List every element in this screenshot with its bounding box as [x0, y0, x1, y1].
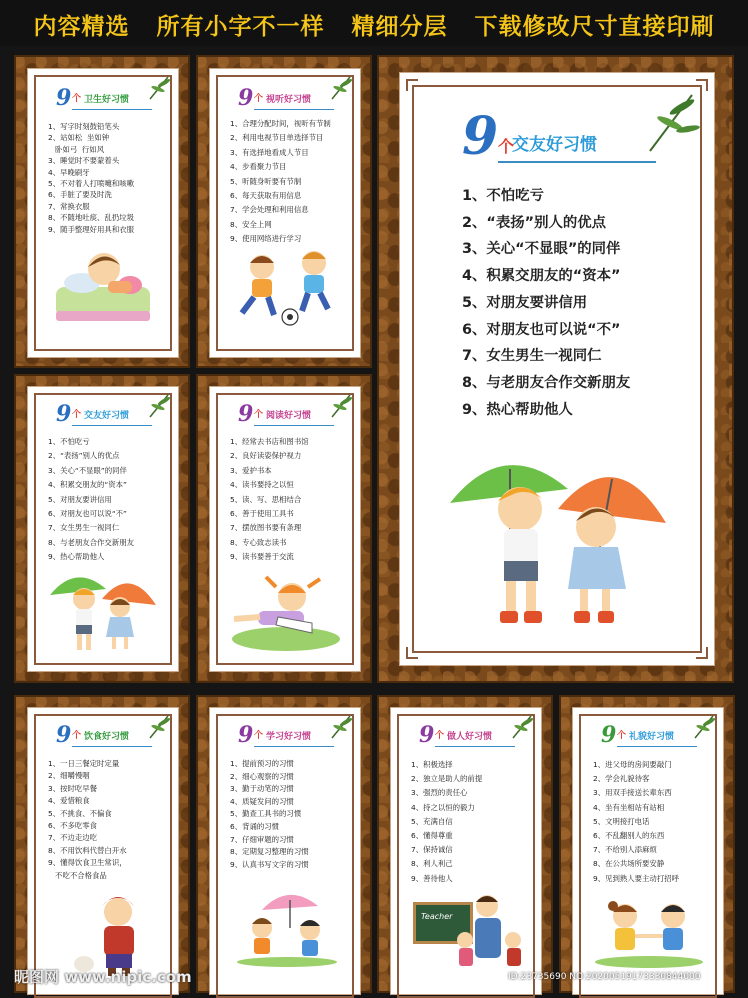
bamboo-decoration: [328, 712, 356, 740]
frame-corner: [406, 79, 418, 91]
nine-numeral: 9: [601, 722, 617, 748]
habit-item: 1、一日三餐定时定量: [48, 759, 120, 768]
habit-item: 6、背诵的习惯: [230, 821, 280, 831]
bamboo-decoration: [146, 712, 174, 740]
bamboo-decoration: [146, 73, 174, 101]
habit-item: 2、“表扬”别人的优点: [48, 451, 120, 461]
habit-item: 5、不挑食、不偏食: [48, 808, 112, 818]
panel-jiaoyou-large: [399, 72, 715, 666]
habit-item: 2、“表扬”别人的优点: [462, 214, 607, 231]
panel-shiting: [209, 68, 361, 358]
bamboo-decoration: [691, 712, 719, 740]
ge-character: 个: [254, 731, 264, 741]
habit-item: 4、读书要持之以恒: [230, 480, 294, 490]
habit-item: 3、爱护书本: [230, 465, 272, 475]
nine-numeral: 9: [462, 106, 499, 167]
habit-item: 3、勤于动笔的习惯: [230, 784, 294, 794]
habit-item: 5、不对着人打喷嚏和咳嗽: [48, 179, 135, 189]
habit-item: 4、积累交朋友的“资本”: [48, 480, 127, 490]
habit-item: 6、对朋友也可以说“不”: [462, 321, 621, 338]
habit-list: [230, 435, 309, 565]
chalkboard-text: Teacher: [421, 912, 453, 921]
habit-item: 8、定期复习整理的习惯: [230, 847, 309, 857]
habit-item: 3、睡觉时不要蒙着头: [48, 156, 120, 166]
habit-item: 6、手脏了要及时洗: [48, 190, 112, 200]
ge-character: 个: [254, 410, 264, 420]
title-underline: [254, 746, 334, 747]
habit-item: 9、热心帮助他人: [48, 552, 105, 562]
habit-list: [593, 758, 679, 886]
title-underline: [435, 746, 515, 747]
habit-item: 3、关心“不显眼”的同伴: [48, 465, 127, 475]
umbrella-play-illustration: [232, 888, 342, 968]
habit-list: [48, 758, 127, 882]
habit-item: 5、充满自信: [411, 816, 453, 826]
habit-item: 4、爱惜粮食: [48, 796, 90, 806]
ge-character: 个: [72, 94, 82, 104]
habit-item: 3、按时吃早餐: [48, 783, 98, 793]
reading-girl-illustration: [228, 573, 343, 653]
panel-title: 交友好习惯: [512, 135, 597, 155]
habit-item: 4、早晚刷牙: [48, 167, 90, 177]
habit-item: 8、与老朋友合作交新朋友: [48, 537, 135, 547]
habit-item: 3、用双手接送长辈东西: [593, 788, 672, 798]
habit-item: 7、常换衣服: [48, 201, 90, 211]
habit-item: 2、学会礼貌待客: [593, 774, 650, 784]
watermark-id: ID:23735690 NO:20200519173330844000: [508, 972, 701, 982]
habit-item: 1、提前预习的习惯: [230, 759, 294, 768]
title-underline: [72, 425, 152, 426]
habit-item: 5、听随身听要有节制: [230, 176, 302, 186]
habit-item: 7、摆放图书要有条理: [230, 523, 302, 533]
habit-list: [462, 183, 630, 423]
habit-item: 4、积累交朋友的“资本”: [462, 268, 621, 285]
umbrella-kids-illustration: [48, 565, 158, 657]
habit-item: 4、持之以恒的毅力: [411, 802, 475, 812]
title-underline: [254, 425, 334, 426]
nine-numeral: 9: [238, 722, 254, 748]
habit-item: 1、写字时刻鼓铅笔头: [48, 122, 120, 131]
habit-item: 9、懂得饮食卫生常识，: [48, 858, 127, 868]
nine-numeral: 9: [238, 85, 254, 111]
habit-item: 1、不怕吃亏: [48, 437, 90, 446]
panel-title: 卫生好习惯: [84, 95, 130, 105]
habit-item: 2、独立是助人的前提: [411, 774, 483, 784]
habit-item: 5、勤查工具书的习惯: [230, 809, 302, 819]
habit-item: 9、见到熟人要主动打招呼: [593, 873, 680, 883]
habit-item: 8、利人利己: [411, 859, 453, 869]
habit-item: 6、不乱翻别人的东西: [593, 831, 665, 841]
habit-item: 1、进父母的房间要敲门: [593, 760, 672, 769]
habit-item: 1、不怕吃亏: [462, 188, 544, 204]
nine-numeral: 9: [56, 722, 72, 748]
habit-item: 6、善于使用工具书: [230, 509, 294, 519]
habit-item: 2、良好读姿保护视力: [230, 451, 302, 461]
habit-item: 7、女生男生一视同仁: [462, 348, 602, 365]
panel-title: 做人好习惯: [447, 732, 493, 742]
habit-item: 8、与老朋友合作交新朋友: [462, 374, 631, 391]
habit-item: 5、文明接打电话: [593, 816, 650, 826]
habit-item: 7、仔细审题的习惯: [230, 834, 294, 844]
habit-item: 7、不边走边吃: [48, 833, 98, 843]
habit-item: 4、步看聚力节目: [230, 162, 287, 172]
umbrella-kids-illustration: [446, 439, 676, 629]
habit-list: [411, 758, 482, 886]
habit-item: 2、细嚼慢咽: [48, 771, 90, 781]
habit-item: 1、积极选择: [411, 760, 453, 769]
habit-item: 2、利用电视节目单选择节目: [230, 133, 324, 143]
sleeping-child-illustration: [48, 239, 158, 329]
nine-numeral: 9: [56, 85, 72, 111]
nine-numeral: 9: [419, 722, 435, 748]
habit-list: [230, 117, 331, 247]
habit-item: 9、善待他人: [411, 873, 453, 883]
habit-item: 5、读、写、思相结合: [230, 494, 302, 504]
habit-item: 3、有选择地看成人节目: [230, 147, 309, 157]
habit-list: [48, 121, 134, 235]
ge-character: 个: [72, 410, 82, 420]
title-underline: [72, 746, 152, 747]
habit-item: 8、不用饮料代替白开水: [48, 845, 127, 855]
habit-item: 7、保持诚信: [411, 845, 453, 855]
habit-item: 卧如弓 行如风: [48, 144, 105, 154]
eating-child-illustration: [68, 888, 158, 978]
habit-item: 7、学会处理和利用信息: [230, 205, 309, 215]
bamboo-decoration: [509, 712, 537, 740]
teacher-family-illustration: [451, 888, 531, 978]
habit-list: [48, 435, 134, 565]
panel-title: 交友好习惯: [84, 411, 130, 421]
frame-corner: [406, 647, 418, 659]
habit-item: 1、合理分配时间，视听有节制: [230, 119, 331, 128]
habit-item: 5、对朋友要讲信用: [462, 294, 588, 311]
habit-item: 3、关心“不显眼”的同伴: [462, 241, 621, 258]
ge-character: 个: [254, 94, 264, 104]
habit-item: 6、每天获取有用信息: [230, 191, 302, 201]
habit-list: [230, 758, 309, 871]
nine-numeral: 9: [56, 401, 72, 427]
headline-text: 内容精选 所有小字不一样 精细分层 下载修改尺寸直接印刷: [33, 14, 715, 40]
habit-item: 8、在公共场所要安静: [593, 859, 665, 869]
title-underline: [617, 746, 697, 747]
title-underline: [254, 109, 334, 110]
ge-character: 个: [72, 731, 82, 741]
habit-item: 9、使用网络进行学习: [230, 234, 302, 244]
ge-character: 个: [435, 731, 445, 741]
habit-item: 6、对朋友也可以说“不”: [48, 509, 127, 519]
habit-item: 3、强烈的责任心: [411, 788, 468, 798]
bamboo-decoration: [328, 391, 356, 419]
nine-numeral: 9: [238, 401, 254, 427]
habit-item: 9、认真书写文字的习惯: [230, 859, 309, 869]
panel-title: 礼貌好习惯: [629, 732, 675, 742]
title-underline: [498, 161, 656, 163]
panel-jiaoyou-small: [27, 386, 179, 672]
watermark-site: 昵图网 www.nipic.com: [14, 968, 192, 986]
habit-item: 2、细心观察的习惯: [230, 771, 294, 781]
panel-title: 阅读好习惯: [266, 411, 312, 421]
habit-item: 1、经常去书店和图书馆: [230, 437, 309, 446]
habit-item: 9、读书要善于交流: [230, 552, 294, 562]
panel-zuoren: [390, 707, 542, 995]
ge-character: 个: [617, 731, 627, 741]
habit-item: 5、对朋友要讲信用: [48, 494, 112, 504]
habit-item: 8、专心致志读书: [230, 537, 287, 547]
soccer-kids-illustration: [228, 245, 343, 330]
bamboo-decoration: [328, 73, 356, 101]
habit-item: 6、不多吃零食: [48, 821, 98, 831]
panel-liyi: [572, 707, 724, 995]
habit-item: 2、站如松 坐如钟: [48, 133, 110, 143]
panel-xuexi: [209, 707, 361, 995]
habit-item: 不吃不合格食品: [48, 870, 107, 880]
habit-item: 8、安全上网: [230, 219, 272, 229]
headline-bar: [0, 0, 748, 46]
habit-item: 4、质疑发问的习惯: [230, 796, 294, 806]
habit-item: 7、不给别人添麻烦: [593, 845, 657, 855]
panel-title: 饮食好习惯: [84, 732, 130, 742]
title-underline: [72, 109, 152, 110]
greeting-kids-illustration: [591, 894, 706, 970]
panel-title: 视听好习惯: [266, 95, 312, 105]
habit-item: 4、坐有坐相站有站相: [593, 802, 665, 812]
habit-item: 9、随手整理好用具和衣服: [48, 224, 135, 234]
panel-yuedu: [209, 386, 361, 672]
habit-item: 8、不随地吐痰、乱扔垃圾: [48, 213, 135, 223]
bamboo-decoration: [642, 89, 702, 153]
bamboo-decoration: [146, 391, 174, 419]
panel-title: 学习好习惯: [266, 732, 312, 742]
ge-character: 个: [498, 137, 515, 156]
habit-item: 6、懂得尊重: [411, 831, 453, 841]
habit-item: 9、热心帮助他人: [462, 401, 573, 418]
panel-yinshi: [27, 707, 179, 995]
frame-corner: [696, 647, 708, 659]
panel-weisheng: [27, 68, 179, 358]
habit-item: 7、女生男生一视同仁: [48, 523, 120, 533]
